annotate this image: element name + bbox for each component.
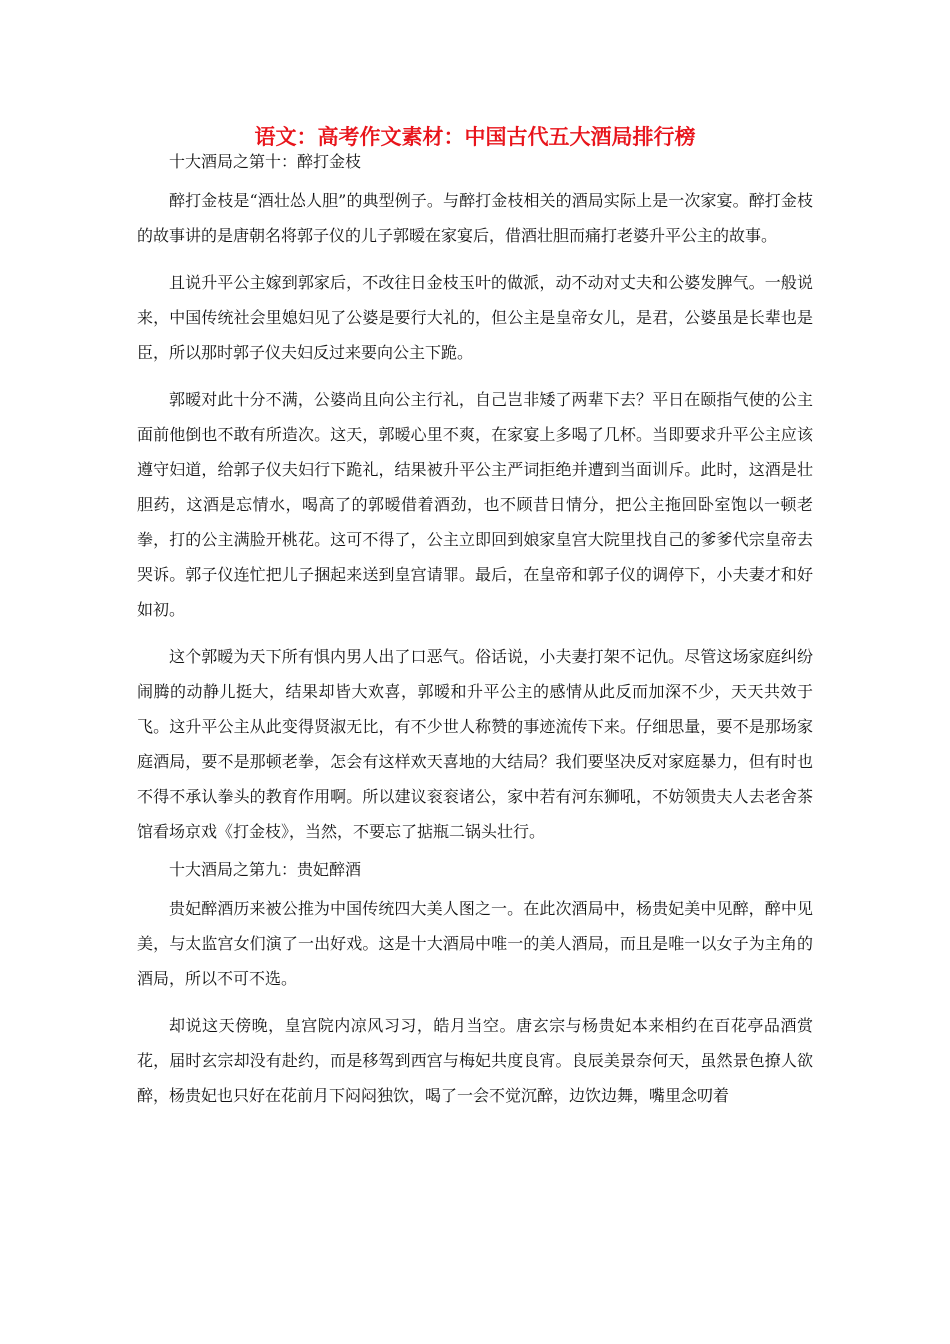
document-body (137, 151, 813, 1113)
paragraph: 这个郭暧为天下所有惧内男人出了口恶气。俗话说，小夫妻打架不记仇。尽管这场家庭纠纷闹腾的动静儿挺大，结果却皆大欢喜，郭暧和升平公主的感情从此反而加深不少，天天共效于飞。这升平公主从此变得贤淑无比，有不少世人称赞的事迹流传下来。仔细思量，要不是那场家庭酒局，要不是那顿老拳，怎会有这样欢天喜地的大结局？我们要坚决反对家庭暴力，但有时也不得不承认拳头的教育作用啊。所以建议衮衮诸公，家中若有河东狮吼，不妨领贵夫人去老舍茶馆看场京戏《打金枝》，当然，不要忘了掂瓶二锅头壮行。 (137, 647, 813, 841)
paragraph: 醉打金枝是“酒壮怂人胆”的典型例子。与醉打金枝相关的酒局实际上是一次家宴。醉打金枝的故事讲的是唐朝名将郭子仪的儿子郭暧在家宴后，借酒壮胆而痛打老婆升平公主的故事。 (137, 191, 813, 245)
paragraph: 郭暧对此十分不满，公婆尚且向公主行礼，自己岂非矮了两辈下去？平日在颐指气使的公主面前他倒也不敢有所造次。这天，郭暧心里不爽，在家宴上多喝了几杯。当即要求升平公主应该遵守妇道，给郭子仪夫妇行下跪礼，结果被升平公主严词拒绝并遭到当面训斥。此时，这酒是壮胆药，这酒是忘情水，喝高了的郭暧借着酒劲，也不顾昔日情分，把公主拖回卧室饱以一顿老拳，打的公主满脸开桃花。这可不得了，公主立即回到娘家皇宫大院里找自己的爹爹代宗皇帝去哭诉。郭子仪连忙把儿子捆起来送到皇宫请罪。最后，在皇帝和郭子仪的调停下，小夫妻才和好如初。 (137, 390, 813, 619)
section-heading: 十大酒局之第十：醉打金枝 (169, 152, 362, 171)
paragraph: 且说升平公主嫁到郭家后，不改往日金枝玉叶的做派，动不动对丈夫和公婆发脾气。一般说来，中国传统社会里媳妇见了公婆是要行大礼的，但公主是皇帝女儿，是君，公婆虽是长辈也是臣，所以那时郭子仪夫妇反过来要向公主下跪。 (137, 273, 813, 362)
document-title: 语文：高考作文素材：中国古代五大酒局排行榜 (254, 125, 696, 149)
section-heading: 十大酒局之第九：贵妃醉酒 (169, 860, 362, 879)
paragraph: 却说这天傍晚，皇宫院内凉风习习，皓月当空。唐玄宗与杨贵妃本来相约在百花亭品酒赏花，届时玄宗却没有赴约，而是移驾到西宫与梅妃共度良宵。良辰美景奈何天，虽然景色撩人欲醉，杨贵妃也只好在花前月下闷闷独饮，喝了一会不觉沉醉，边饮边舞，嘴里念叨着 (137, 1016, 813, 1105)
paragraph: 贵妃醉酒历来被公推为中国传统四大美人图之一。在此次酒局中，杨贵妃美中见醉，醉中见美，与太监宫女们演了一出好戏。这是十大酒局中唯一的美人酒局，而且是唯一以女子为主角的酒局，所以不可不选。 (137, 899, 813, 988)
